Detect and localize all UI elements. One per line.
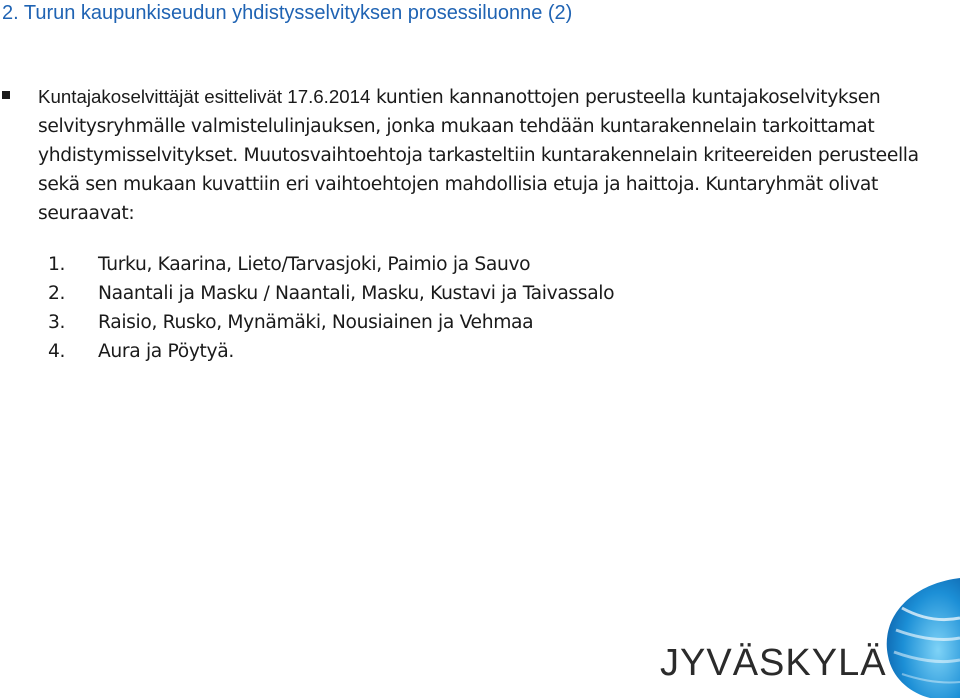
list-text: Turku, Kaarina, Lieto/Tarvasjoki, Paimio ja Sauvo bbox=[98, 254, 531, 275]
bullet-paragraph bbox=[38, 82, 940, 228]
list-number: 4. bbox=[48, 341, 66, 362]
list-number: 3. bbox=[48, 312, 66, 333]
list-number: 1. bbox=[48, 254, 66, 275]
bullet-body-text: kuntien kannanottojen perusteella kuntajakoselvityksen selvitysryhmälle valmistelulinjauksen, jonka mukaan tehdään kuntarakennelain tarkoittamat yhdistymisselvitykset. Muutosvaihtoehtoja tarkasteltiin kuntarakennelain kriteereiden perusteella sekä sen mukaan kuvattiin eri vaihtoehtojen mahdollisia etuja ja haittoja. Kuntaryhmät olivat seuraavat: bbox=[38, 87, 919, 224]
list-text: Raisio, Rusko, Mynämäki, Nousiainen ja Vehmaa bbox=[98, 312, 534, 333]
bullet-lead-text: Kuntajakoselvittäjät esittelivät 17.6.2014 bbox=[38, 86, 371, 107]
list-item bbox=[48, 250, 614, 279]
list-item bbox=[48, 279, 614, 308]
list-item bbox=[48, 308, 614, 337]
bullet-item bbox=[0, 82, 940, 228]
square-bullet-icon bbox=[2, 91, 10, 99]
university-logo-text: JYVÄSKYLÄ bbox=[660, 642, 887, 684]
list-number: 2. bbox=[48, 283, 66, 304]
municipality-group-list bbox=[48, 250, 614, 366]
list-text: Aura ja Pöytyä. bbox=[98, 341, 234, 362]
list-item bbox=[48, 337, 614, 366]
list-text: Naantali ja Masku / Naantali, Masku, Kustavi ja Taivassalo bbox=[98, 283, 615, 304]
slide-title: 2. Turun kaupunkiseudun yhdistysselvityksen prosessiluonne (2) bbox=[2, 2, 573, 24]
